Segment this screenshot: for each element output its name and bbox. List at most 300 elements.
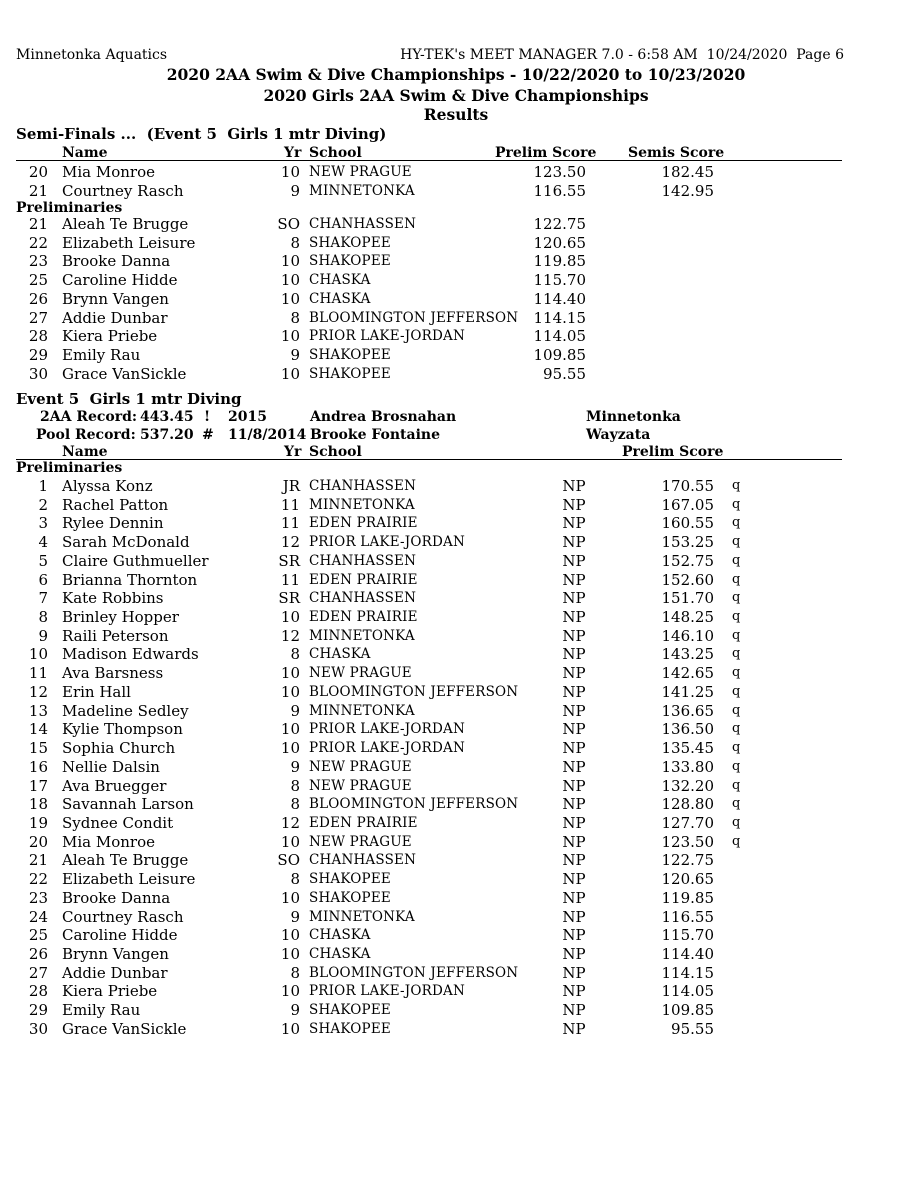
athlete-name: Kate Robbins — [62, 589, 164, 608]
col-prelim-score: Prelim Score — [495, 145, 597, 161]
place: 20 — [28, 163, 48, 181]
np-marker: NP — [562, 514, 586, 533]
qualifier-mark: q — [732, 665, 741, 681]
table-row — [0, 514, 912, 532]
athlete-name: Addie Dunbar — [62, 963, 168, 982]
np-marker: NP — [562, 926, 586, 945]
place: 30 — [28, 1019, 48, 1038]
place: 12 — [28, 682, 48, 701]
athlete-name: Brooke Danna — [62, 252, 171, 271]
prelim-score: 122.75 — [661, 851, 714, 870]
place: 28 — [28, 982, 48, 1001]
place: 5 — [38, 551, 48, 570]
school: NEW PRAGUE — [309, 777, 412, 794]
place: 3 — [38, 514, 48, 533]
year: 8 — [290, 233, 300, 252]
qualifier-mark: q — [732, 534, 741, 550]
year: 11 — [280, 570, 300, 589]
athlete-name: Mia Monroe — [62, 832, 155, 851]
prelim-score: 127.70 — [661, 813, 714, 832]
np-marker: NP — [562, 589, 586, 608]
year: 10 — [280, 327, 300, 346]
place: 29 — [28, 1001, 48, 1020]
table-row — [0, 215, 912, 233]
table-row — [0, 290, 912, 308]
school: SHAKOPEE — [309, 1002, 391, 1019]
year: 12 — [280, 533, 300, 552]
place: 28 — [28, 327, 48, 346]
school: PRIOR LAKE-JORDAN — [309, 983, 466, 1000]
prelim-score: 123.50 — [661, 832, 714, 851]
place: 10 — [28, 645, 48, 664]
table-row — [0, 234, 912, 252]
athlete-name: Raili Peterson — [62, 626, 169, 645]
table-row — [0, 889, 912, 907]
year: 10 — [280, 945, 300, 963]
year: 8 — [290, 308, 300, 327]
prelim-score: 115.70 — [533, 271, 586, 290]
year: 11 — [280, 514, 300, 533]
record-team: Minnetonka — [586, 409, 681, 425]
table-row — [0, 795, 912, 813]
np-marker: NP — [562, 813, 586, 832]
year: 10 — [280, 720, 300, 739]
np-marker: NP — [562, 495, 586, 514]
year: 12 — [280, 813, 300, 832]
school: CHANHASSEN — [309, 852, 417, 869]
table-row — [0, 758, 912, 776]
school: NEW PRAGUE — [309, 164, 412, 180]
software-line: HY-TEK's MEET MANAGER 7.0 - 6:58 AM 10/24/2020 Page 6 — [400, 47, 844, 63]
year: 10 — [280, 289, 300, 308]
qualifier-mark: q — [732, 609, 741, 625]
prelim-score: 152.75 — [661, 551, 714, 570]
place: 21 — [28, 181, 48, 200]
athlete-name: Sydnee Condit — [62, 813, 174, 832]
place: 29 — [28, 345, 48, 364]
np-marker: NP — [562, 551, 586, 570]
athlete-name: Caroline Hidde — [62, 926, 178, 945]
year: 10 — [280, 163, 300, 181]
school: EDEN PRAIRIE — [309, 515, 418, 532]
school: SHAKOPEE — [309, 234, 391, 251]
table-row — [0, 702, 912, 720]
qualifier-mark: q — [732, 627, 741, 643]
year: SO — [277, 215, 300, 233]
year: SR — [278, 589, 300, 608]
athlete-name: Grace VanSickle — [62, 1019, 187, 1038]
athlete-name: Aleah Te Brugge — [62, 851, 189, 870]
place: 1 — [38, 477, 48, 495]
school: CHANHASSEN — [309, 590, 417, 607]
prelim-score: 119.85 — [661, 888, 714, 907]
table-row — [0, 720, 912, 738]
school: BLOOMINGTON JEFFERSON — [309, 683, 519, 700]
year: 10 — [280, 926, 300, 945]
divider — [16, 459, 842, 460]
table-row — [0, 346, 912, 364]
athlete-name: Grace VanSickle — [62, 364, 187, 383]
year: 10 — [280, 832, 300, 851]
table-row — [0, 982, 912, 1000]
school: EDEN PRAIRIE — [309, 814, 418, 831]
year: 9 — [290, 757, 300, 776]
place: 22 — [28, 233, 48, 252]
qualifier-mark: q — [732, 833, 741, 849]
place: 11 — [28, 664, 48, 683]
prelim-score: 133.80 — [661, 757, 714, 776]
year: 10 — [280, 982, 300, 1001]
athlete-name: Madeline Sedley — [62, 701, 189, 720]
table-row — [0, 908, 912, 926]
prelim-score: 170.55 — [661, 477, 714, 495]
school: CHASKA — [309, 927, 371, 944]
table-row — [0, 365, 912, 383]
place: 25 — [28, 271, 48, 290]
place: 26 — [28, 945, 48, 963]
qualifier-mark: q — [732, 683, 741, 699]
athlete-name: Elizabeth Leisure — [62, 233, 196, 252]
year: 9 — [290, 907, 300, 926]
table-row — [0, 163, 912, 181]
school: SHAKOPEE — [309, 365, 391, 382]
prelim-score: 115.70 — [661, 926, 714, 945]
np-marker: NP — [562, 682, 586, 701]
np-marker: NP — [562, 570, 586, 589]
np-marker: NP — [562, 626, 586, 645]
table-row — [0, 683, 912, 701]
year: 12 — [280, 626, 300, 645]
record-score: 443.45 — [140, 409, 194, 425]
meet-subtitle: 2020 Girls 2AA Swim & Dive Championships — [263, 86, 649, 105]
school: NEW PRAGUE — [309, 665, 412, 682]
table-row — [0, 571, 912, 589]
table-row — [0, 926, 912, 944]
prelim-score: 151.70 — [661, 589, 714, 608]
place: 15 — [28, 739, 48, 758]
place: 30 — [28, 364, 48, 383]
prelim-score: 143.25 — [661, 645, 714, 664]
prelim-score: 114.05 — [661, 982, 714, 1001]
year: 10 — [280, 888, 300, 907]
prelim-score: 116.55 — [661, 907, 714, 926]
np-marker: NP — [562, 645, 586, 664]
athlete-name: Rylee Dennin — [62, 514, 164, 533]
prelim-score: 114.40 — [661, 945, 714, 963]
prelim-score: 114.40 — [533, 289, 586, 308]
np-marker: NP — [562, 963, 586, 982]
np-marker: NP — [562, 795, 586, 814]
col-prelim-score: Prelim Score — [622, 444, 724, 460]
event-heading: Event 5 Girls 1 mtr Diving — [16, 390, 242, 408]
np-marker: NP — [562, 851, 586, 870]
year: 8 — [290, 870, 300, 889]
np-marker: NP — [562, 720, 586, 739]
np-marker: NP — [562, 739, 586, 758]
table-row — [0, 608, 912, 626]
athlete-name: Emily Rau — [62, 1001, 141, 1020]
table-row — [0, 309, 912, 327]
place: 24 — [28, 907, 48, 926]
school: PRIOR LAKE-JORDAN — [309, 740, 466, 757]
place: 13 — [28, 701, 48, 720]
qualifier-mark: q — [732, 478, 741, 493]
semis-score: 142.95 — [661, 181, 714, 200]
school: SHAKOPEE — [309, 871, 391, 888]
year: 10 — [280, 271, 300, 290]
prelim-score: 116.55 — [533, 181, 586, 200]
year: 8 — [290, 795, 300, 814]
athlete-name: Savannah Larson — [62, 795, 194, 814]
prelim-score: 132.20 — [661, 776, 714, 795]
pool-record-score: 537.20 — [140, 427, 194, 443]
athlete-name: Kylie Thompson — [62, 720, 183, 739]
athlete-name: Ava Bruegger — [62, 776, 167, 795]
prelim-score: 95.55 — [671, 1019, 714, 1038]
np-marker: NP — [562, 870, 586, 889]
school: MINNETONKA — [309, 182, 415, 199]
prelim-score: 114.15 — [661, 963, 714, 982]
athlete-name: Brynn Vangen — [62, 945, 169, 963]
record-holder: Andrea Brosnahan — [310, 409, 457, 425]
place: 18 — [28, 795, 48, 814]
athlete-name: Alyssa Konz — [62, 477, 153, 495]
athlete-name: Courtney Rasch — [62, 907, 184, 926]
prelim-score: 135.45 — [661, 739, 714, 758]
athlete-name: Courtney Rasch — [62, 181, 184, 200]
semis-score: 182.45 — [661, 163, 714, 181]
qualifier-mark: q — [732, 814, 741, 830]
prelim-score: 152.60 — [661, 570, 714, 589]
np-marker: NP — [562, 608, 586, 627]
year: 9 — [290, 181, 300, 200]
table-row — [0, 552, 912, 570]
prelim-score: 122.75 — [533, 215, 586, 233]
school: CHASKA — [309, 290, 371, 307]
np-marker: NP — [562, 776, 586, 795]
place: 21 — [28, 851, 48, 870]
table-row — [0, 945, 912, 963]
school: MINNETONKA — [309, 496, 415, 513]
athlete-name: Erin Hall — [62, 682, 131, 701]
qualifier-mark: q — [732, 721, 741, 737]
event-prelims-label: Preliminaries — [16, 460, 123, 476]
place: 27 — [28, 308, 48, 327]
record-date: 2015 — [228, 409, 267, 425]
table-row — [0, 477, 912, 495]
athlete-name: Sophia Church — [62, 739, 176, 758]
place: 14 — [28, 720, 48, 739]
place: 2 — [38, 495, 48, 514]
place: 7 — [38, 589, 48, 608]
year: 10 — [280, 1019, 300, 1038]
np-marker: NP — [562, 982, 586, 1001]
table-row — [0, 777, 912, 795]
table-row — [0, 182, 912, 200]
place: 19 — [28, 813, 48, 832]
athlete-name: Nellie Dalsin — [62, 757, 160, 776]
athlete-name: Ava Barsness — [62, 664, 164, 683]
qualifier-mark: q — [732, 646, 741, 662]
table-row — [0, 833, 912, 851]
qualifier-mark: q — [732, 796, 741, 812]
place: 23 — [28, 252, 48, 271]
table-row — [0, 814, 912, 832]
np-marker: NP — [562, 533, 586, 552]
prelim-score: 141.25 — [661, 682, 714, 701]
school: SHAKOPEE — [309, 346, 391, 363]
school: CHANHASSEN — [309, 216, 417, 232]
prelim-score: 109.85 — [661, 1001, 714, 1020]
results-heading: Results — [423, 105, 489, 124]
prelim-score: 109.85 — [533, 345, 586, 364]
pool-record-mark: # — [202, 427, 214, 443]
place: 27 — [28, 963, 48, 982]
table-row — [0, 851, 912, 869]
col-name: Name — [62, 444, 108, 460]
year: 9 — [290, 1001, 300, 1020]
athlete-name: Madison Edwards — [62, 645, 199, 664]
year: 11 — [280, 495, 300, 514]
year: 10 — [280, 739, 300, 758]
table-row — [0, 533, 912, 551]
prelim-score: 160.55 — [661, 514, 714, 533]
table-row — [0, 252, 912, 270]
school: SHAKOPEE — [309, 253, 391, 270]
athlete-name: Kiera Priebe — [62, 982, 158, 1001]
prelim-score: 119.85 — [533, 252, 586, 271]
prelim-score: 114.05 — [533, 327, 586, 346]
prelim-score: 123.50 — [533, 163, 586, 181]
qualifier-mark: q — [732, 740, 741, 756]
school: PRIOR LAKE-JORDAN — [309, 328, 466, 345]
np-marker: NP — [562, 757, 586, 776]
school: MINNETONKA — [309, 702, 415, 719]
np-marker: NP — [562, 1019, 586, 1038]
np-marker: NP — [562, 945, 586, 963]
col-semis-score: Semis Score — [628, 145, 725, 161]
athlete-name: Brianna Thornton — [62, 570, 198, 589]
school: NEW PRAGUE — [309, 758, 412, 775]
np-marker: NP — [562, 1001, 586, 1020]
year: 8 — [290, 776, 300, 795]
year: SO — [277, 851, 300, 870]
year: 10 — [280, 252, 300, 271]
org-name: Minnetonka Aquatics — [16, 47, 168, 63]
table-row — [0, 645, 912, 663]
col-name: Name — [62, 145, 108, 161]
school: MINNETONKA — [309, 908, 415, 925]
pool-record-team: Wayzata — [586, 427, 651, 443]
qualifier-mark: q — [732, 515, 741, 531]
year: 9 — [290, 701, 300, 720]
np-marker: NP — [562, 701, 586, 720]
school: PRIOR LAKE-JORDAN — [309, 721, 466, 738]
meet-title: 2020 2AA Swim & Dive Championships - 10/22/2020 to 10/23/2020 — [166, 65, 746, 84]
col-yr: Yr — [284, 145, 302, 161]
school: CHASKA — [309, 646, 371, 663]
prelim-score: 136.50 — [661, 720, 714, 739]
athlete-name: Rachel Patton — [62, 495, 169, 514]
table-row — [0, 870, 912, 888]
place: 9 — [38, 626, 48, 645]
prelim-score: 146.10 — [661, 626, 714, 645]
school: NEW PRAGUE — [309, 833, 412, 850]
year: 10 — [280, 364, 300, 383]
year: 10 — [280, 664, 300, 683]
prelim-score: 128.80 — [661, 795, 714, 814]
table-row — [0, 627, 912, 645]
athlete-name: Claire Guthmueller — [62, 551, 209, 570]
school: BLOOMINGTON JEFFERSON — [309, 964, 519, 981]
table-row — [0, 327, 912, 345]
prelim-score: 148.25 — [661, 608, 714, 627]
table-row — [0, 1020, 912, 1038]
school: SHAKOPEE — [309, 1020, 391, 1037]
place: 26 — [28, 289, 48, 308]
year: 10 — [280, 682, 300, 701]
school: BLOOMINGTON JEFFERSON — [309, 309, 519, 326]
prelim-score: 114.15 — [533, 308, 586, 327]
np-marker: NP — [562, 664, 586, 683]
qualifier-mark: q — [732, 758, 741, 774]
place: 16 — [28, 757, 48, 776]
semis-prelims-label: Preliminaries — [16, 200, 123, 216]
place: 20 — [28, 832, 48, 851]
prelim-score: 167.05 — [661, 495, 714, 514]
year: SR — [278, 551, 300, 570]
year: 9 — [290, 345, 300, 364]
athlete-name: Brinley Hopper — [62, 608, 179, 627]
athlete-name: Aleah Te Brugge — [62, 215, 189, 233]
table-row — [0, 664, 912, 682]
place: 6 — [38, 570, 48, 589]
divider — [16, 160, 842, 161]
qualifier-mark: q — [732, 552, 741, 568]
prelim-score: 142.65 — [661, 664, 714, 683]
prelim-score: 136.65 — [661, 701, 714, 720]
table-row — [0, 964, 912, 982]
table-row — [0, 589, 912, 607]
pool-record-holder: Brooke Fontaine — [310, 427, 440, 443]
year: 8 — [290, 645, 300, 664]
athlete-name: Caroline Hidde — [62, 271, 178, 290]
athlete-name: Sarah McDonald — [62, 533, 190, 552]
record-label: 2AA Record: — [40, 409, 138, 425]
qualifier-mark: q — [732, 496, 741, 512]
school: PRIOR LAKE-JORDAN — [309, 534, 466, 551]
year: JR — [282, 477, 300, 495]
athlete-name: Kiera Priebe — [62, 327, 158, 346]
athlete-name: Mia Monroe — [62, 163, 155, 181]
place: 22 — [28, 870, 48, 889]
place: 17 — [28, 776, 48, 795]
col-yr: Yr — [284, 444, 302, 460]
place: 4 — [38, 533, 48, 552]
qualifier-mark: q — [732, 590, 741, 606]
np-marker: NP — [562, 907, 586, 926]
place: 21 — [28, 215, 48, 233]
athlete-name: Addie Dunbar — [62, 308, 168, 327]
school: CHASKA — [309, 272, 371, 289]
col-school: School — [309, 145, 362, 161]
school: BLOOMINGTON JEFFERSON — [309, 796, 519, 813]
athlete-name: Brooke Danna — [62, 888, 171, 907]
table-row — [0, 1001, 912, 1019]
school: CHASKA — [309, 946, 371, 962]
np-marker: NP — [562, 832, 586, 851]
qualifier-mark: q — [732, 777, 741, 793]
